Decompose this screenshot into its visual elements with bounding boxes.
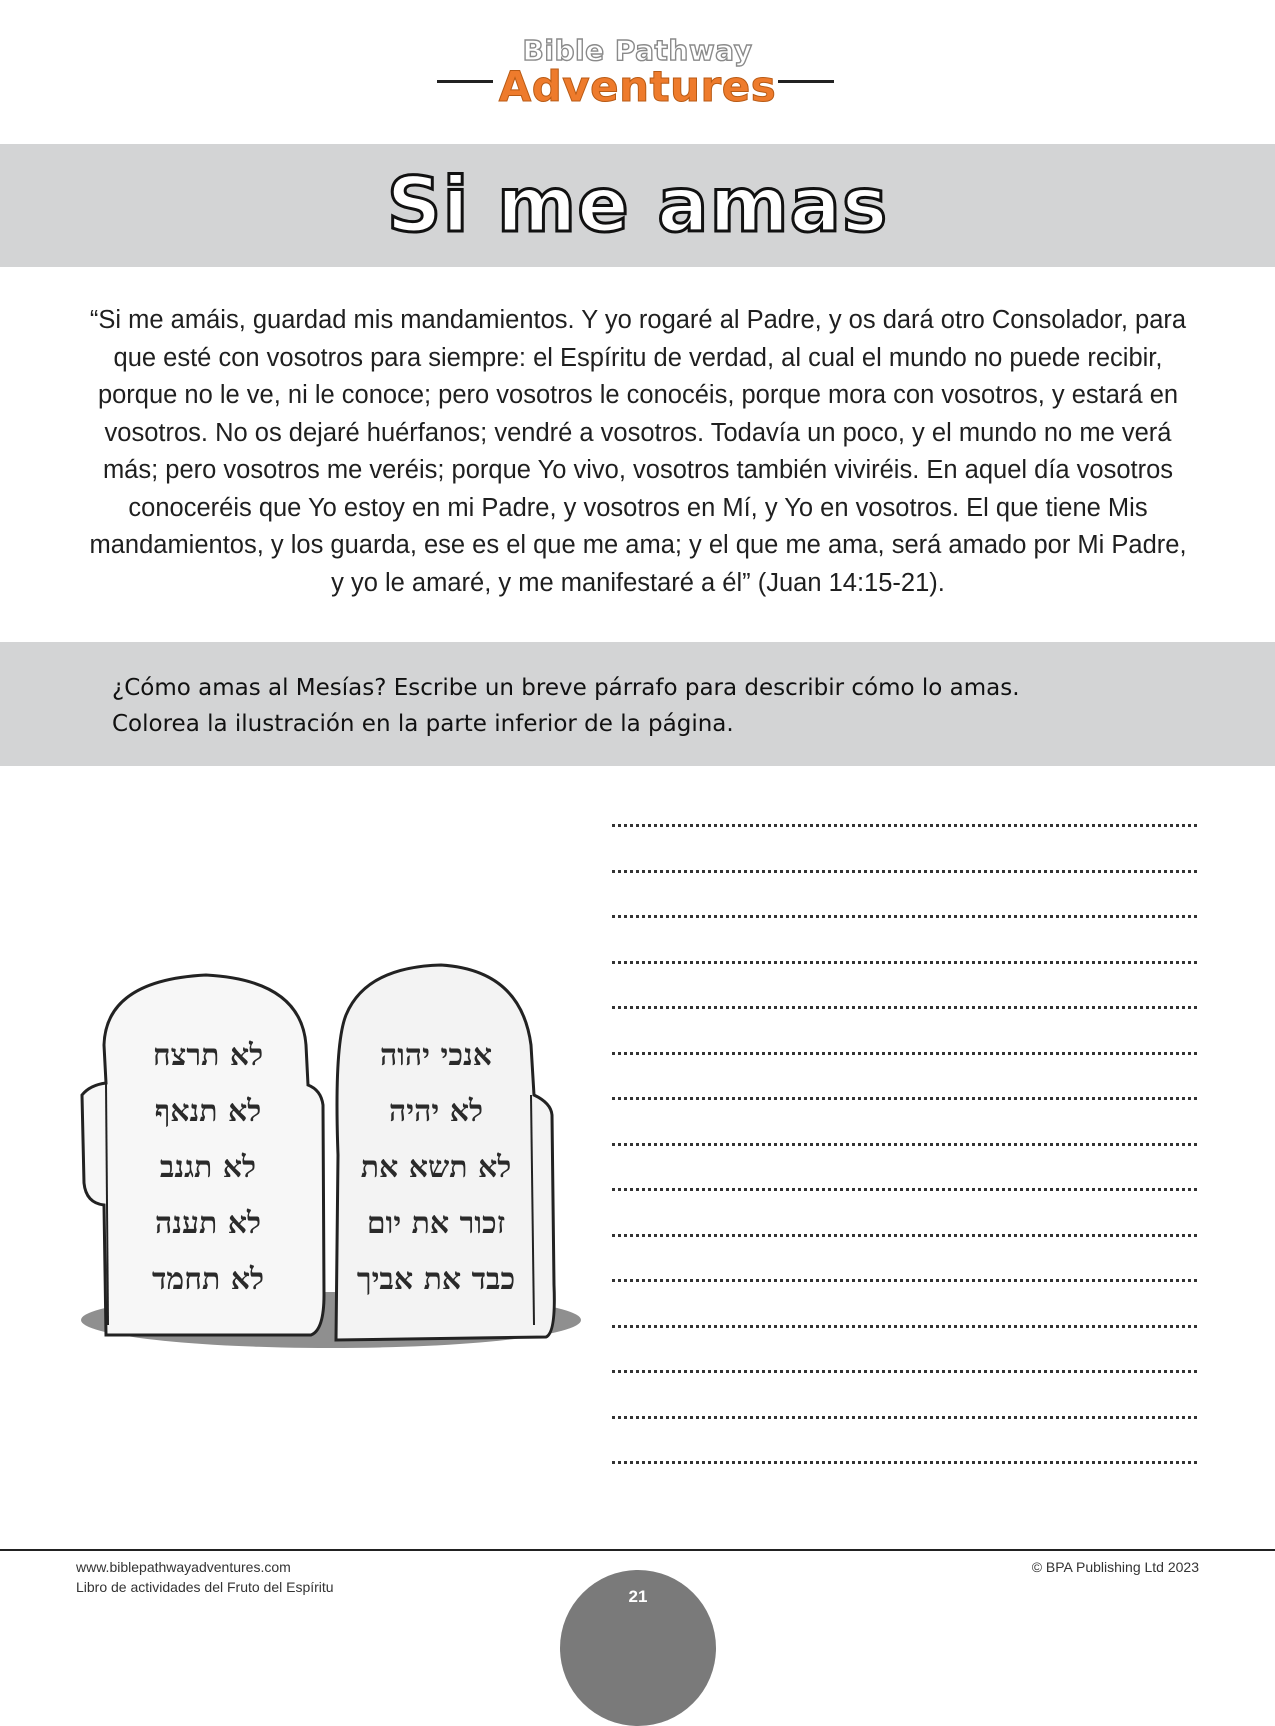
writing-line[interactable] (612, 1461, 1197, 1464)
writing-line[interactable] (612, 1097, 1197, 1100)
writing-line[interactable] (612, 1416, 1197, 1419)
writing-line[interactable] (612, 1143, 1197, 1146)
hebrew-commandment: לא תענה (154, 1206, 262, 1241)
writing-line[interactable] (612, 1188, 1197, 1191)
writing-lines[interactable] (612, 824, 1197, 1507)
writing-line[interactable] (612, 1370, 1197, 1373)
footer-book-title: Libro de actividades del Fruto del Espíritu (76, 1579, 334, 1595)
hebrew-commandment: כבד את אביך (356, 1262, 516, 1297)
writing-line[interactable] (612, 1325, 1197, 1328)
hebrew-commandment: אנכי יהוה (379, 1038, 493, 1073)
writing-line[interactable] (612, 870, 1197, 873)
footer-left (76, 1557, 334, 1597)
page-title: Si me amas (386, 160, 889, 249)
footer-website: www.biblepathwayadventures.com (76, 1559, 291, 1575)
writing-line[interactable] (612, 1006, 1197, 1009)
footer-copyright: © BPA Publishing Ltd 2023 (1031, 1559, 1199, 1575)
hebrew-commandment: לא תרצח (152, 1038, 264, 1073)
writing-line[interactable] (612, 1234, 1197, 1237)
instruction-line-2: Colorea la ilustración en la parte inferior de la página. (112, 711, 734, 737)
hebrew-commandment: לא תנאף (154, 1094, 262, 1129)
writing-line[interactable] (612, 824, 1197, 827)
instructions (112, 670, 1192, 742)
tablets-illustration (76, 955, 586, 1355)
hebrew-commandment: לא יהיה (389, 1094, 483, 1129)
writing-line[interactable] (612, 961, 1197, 964)
writing-line[interactable] (612, 1052, 1197, 1055)
scripture-verse: “Si me amáis, guardad mis mandamientos. Y yo rogaré al Padre, y os dará otro Consolador, para que esté con vosotros para siempre: el Espíritu de verdad, al cual el mundo no puede recibir, porque no le ve, ni le conoce; pero vosotros le conocéis, porque mora con vosotros, y estará en vosotros. No os dejaré huérfanos; vendré a vosotros. Todavía un poco, y el mundo no me verá más; pero vosotros me veréis; porque Yo vivo, vosotros también viviréis. En aquel día vosotros conoceréis que Yo estoy en mi Padre, y vosotros en Mí, y Yo en vosotros. El que tiene Mis mandamientos, y los guarda, ese es el que me ama; y el que me ama, será amado por Mi Padre, y yo le amaré, y me manifestaré a él” (Juan 14:15-21). (89, 306, 1187, 597)
hebrew-commandment: לא תשא את (360, 1150, 512, 1185)
writing-line[interactable] (612, 1279, 1197, 1282)
hebrew-commandment: לא תגנב (159, 1150, 257, 1185)
logo-line2: Adventures (498, 62, 777, 111)
hebrew-commandment: לא תחמד (151, 1262, 265, 1297)
page-number: 21 (628, 1587, 648, 1606)
hebrew-commandment: זכור את יום (366, 1206, 506, 1241)
writing-line[interactable] (612, 915, 1197, 918)
footer-rule (0, 1549, 1275, 1551)
logo-line1: Bible Pathway (522, 34, 753, 67)
instruction-line-1: ¿Cómo amas al Mesías? Escribe un breve párrafo para describir cómo lo amas. (112, 675, 1020, 701)
